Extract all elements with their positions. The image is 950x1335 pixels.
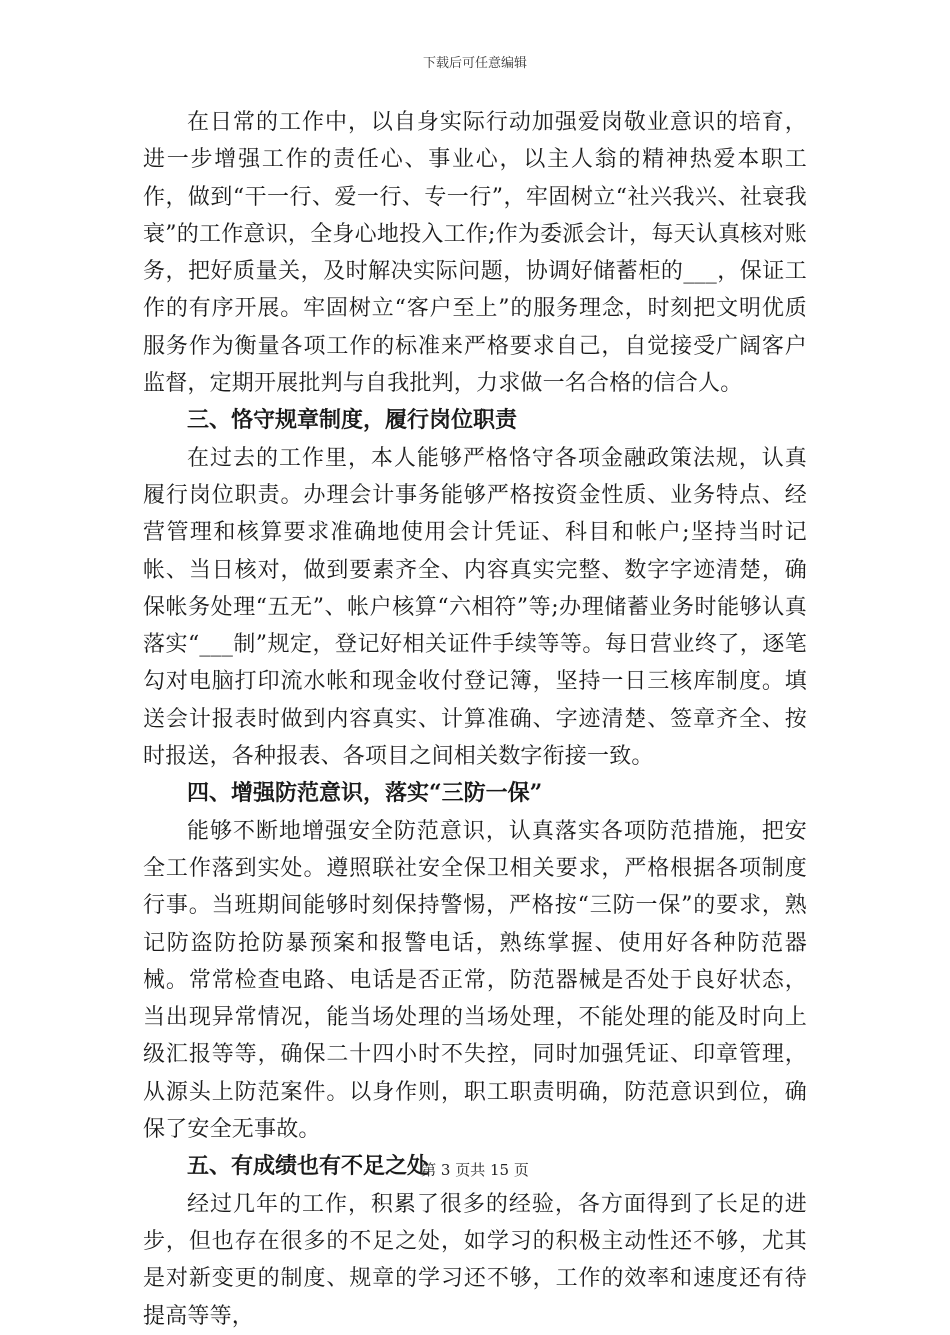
page-number: 第 3 页共 15 页	[421, 1161, 529, 1179]
page-header: 下载后可任意编辑	[422, 56, 527, 71]
paragraph-security: 能够不断地增强安全防范意识，认真落实各项防范措施，把安全工作落到实处。遵照联社安全保卫相关要求，严格根据各项制度行事。当班期间能够时刻保持警惕，严格按“三防一保”的要求，熟记防盗防抢防暴预案和报警电话，熟练掌握、使用好各种防范器械。常常检查电路、电话是否正常，防范器械是否处于良好状态，当出现异常情况，能当场处理的当场处理，不能处理的能及时向上级汇报等等，确保二十四小时不失控，同时加强凭证、印章管理，从源头上防范案件。以身作则，职工职责明确，防范意识到位，确保了安全无事故。	[143, 818, 807, 1143]
paragraph-shortcomings: 经过几年的工作，积累了很多的经验，各方面得到了长足的进步，但也存在很多的不足之处，如学习的积极主动性还不够，尤其是对新变更的制度、规章的学习还不够，工作的效率和速度还有待提高等等，	[143, 1191, 807, 1329]
document-body	[143, 104, 807, 1335]
section-heading-security: 四、增强防范意识，落实“三防一保”	[187, 780, 543, 807]
section-heading-shortcomings: 五、有成绩也有不足之处	[187, 1153, 430, 1180]
section-heading-rules: 三、恪守规章制度，履行岗位职责	[187, 407, 518, 434]
paragraph-work-attitude: 在日常的工作中，以自身实际行动加强爱岗敬业意识的培育，进一步增强工作的责任心、事业心，以主人翁的精神热爱本职工作，做到“干一行、爱一行、专一行”，牢固树立“社兴我兴、社衰我衰”的工作意识，全身心地投入工作;作为委派会计，每天认真核对账务，把好质量关，及时解决实际问题，协调好储蓄柜的___，保证工作的有序开展。牢固树立“客户至上”的服务理念，时刻把文明优质服务作为衡量各项工作的标准来严格要求自己，自觉接受广阔客户监督，定期开展批判与自我批判，力求做一名合格的信合人。	[143, 110, 807, 397]
paragraph-rules: 在过去的工作里，本人能够严格恪守各项金融政策法规，认真履行岗位职责。办理会计事务能够严格按资金性质、业务特点、经营管理和核算要求准确地使用会计凭证、科目和帐户;坚持当时记帐、当日核对，做到要素齐全、内容真实完整、数字字迹清楚，确保帐务处理“五无”、帐户核算“六相符”等;办理储蓄业务时能够认真落实“___制”规定，登记好相关证件手续等等。每日营业终了，逐笔勾对电脑打印流水帐和现金收付登记簿，坚持一日三核库制度。填送会计报表时做到内容真实、计算准确、字迹清楚、签章齐全、按时报送，各种报表、各项目之间相关数字衔接一致。	[143, 445, 807, 770]
